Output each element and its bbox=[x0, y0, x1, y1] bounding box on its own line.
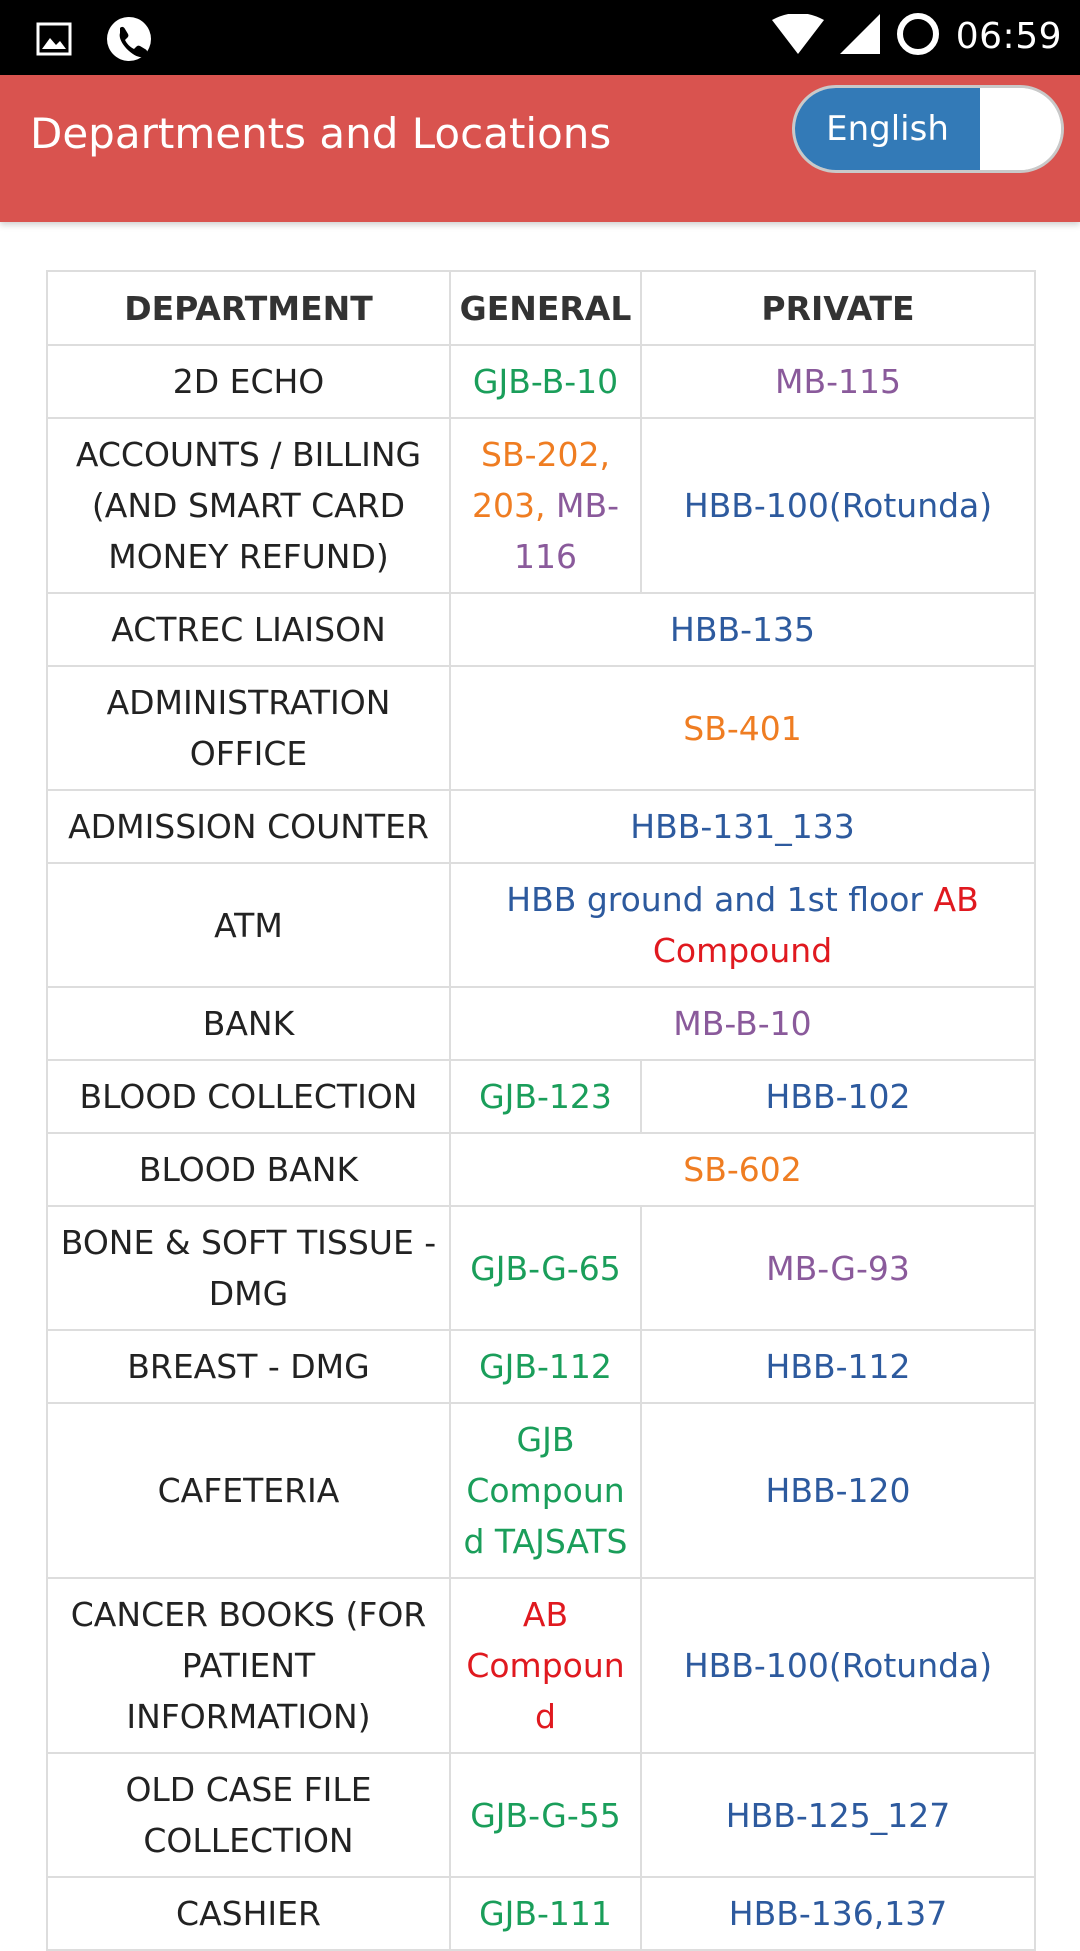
header-department: DEPARTMENT bbox=[47, 271, 450, 345]
table-row bbox=[47, 1578, 1035, 1753]
general-cell: AB Compound bbox=[450, 1578, 641, 1753]
wifi-icon bbox=[772, 14, 824, 58]
location-cell: SB-602 bbox=[450, 1133, 1035, 1206]
general-cell: GJB-B-10 bbox=[450, 345, 641, 418]
department-cell: ACCOUNTS / BILLING (AND SMART CARD MONEY REFUND) bbox=[47, 418, 450, 593]
department-cell: ATM bbox=[47, 863, 450, 987]
department-cell: ADMINISTRATION OFFICE bbox=[47, 666, 450, 790]
department-cell: BLOOD BANK bbox=[47, 1133, 450, 1206]
location-cell: HBB-131_133 bbox=[450, 790, 1035, 863]
table-row bbox=[47, 790, 1035, 863]
toggle-knob[interactable] bbox=[980, 88, 1061, 170]
private-cell: MB-G-93 bbox=[641, 1206, 1035, 1330]
table-row bbox=[47, 345, 1035, 418]
table-row bbox=[47, 1133, 1035, 1206]
general-cell: GJB-G-55 bbox=[450, 1753, 641, 1877]
clock: 06:59 bbox=[955, 15, 1062, 57]
header-private: PRIVATE bbox=[641, 271, 1035, 345]
private-cell: MB-115 bbox=[641, 345, 1035, 418]
language-toggle[interactable] bbox=[792, 85, 1064, 173]
table-row bbox=[47, 1877, 1035, 1950]
table-row bbox=[47, 593, 1035, 666]
department-cell: 2D ECHO bbox=[47, 345, 450, 418]
location-part: AB Compound bbox=[652, 880, 979, 970]
table-row bbox=[47, 987, 1035, 1060]
table-header-row bbox=[47, 271, 1035, 345]
table-row bbox=[47, 863, 1035, 987]
general-location: MB-116 bbox=[514, 486, 619, 576]
location-part: HBB ground and 1st floor bbox=[506, 880, 924, 919]
location-cell: SB-401 bbox=[450, 666, 1035, 790]
private-cell: HBB-120 bbox=[641, 1403, 1035, 1578]
private-cell: HBB-100(Rotunda) bbox=[641, 418, 1035, 593]
general-cell: GJB-123 bbox=[450, 1060, 641, 1133]
department-cell: CASHIER bbox=[47, 1877, 450, 1950]
private-cell: HBB-125_127 bbox=[641, 1753, 1035, 1877]
general-location: SB-202, 203, bbox=[471, 435, 610, 525]
departments-table bbox=[46, 270, 1036, 1951]
sync-icon bbox=[896, 12, 940, 60]
department-cell: OLD CASE FILE COLLECTION bbox=[47, 1753, 450, 1877]
private-cell: HBB-102 bbox=[641, 1060, 1035, 1133]
department-cell: BANK bbox=[47, 987, 450, 1060]
department-cell: ADMISSION COUNTER bbox=[47, 790, 450, 863]
table-row bbox=[47, 418, 1035, 593]
general-cell: GJB-G-65 bbox=[450, 1206, 641, 1330]
private-cell: HBB-100(Rotunda) bbox=[641, 1578, 1035, 1753]
table-row bbox=[47, 1060, 1035, 1133]
department-cell: CANCER BOOKS (FOR PATIENT INFORMATION) bbox=[47, 1578, 450, 1753]
table-row bbox=[47, 1403, 1035, 1578]
table-row bbox=[47, 1753, 1035, 1877]
departments-table-container bbox=[46, 270, 1034, 1951]
status-bar bbox=[0, 0, 1080, 75]
app-header bbox=[0, 75, 1080, 222]
location-cell bbox=[450, 863, 1035, 987]
general-cell bbox=[450, 418, 641, 593]
page-title: Departments and Locations bbox=[30, 109, 612, 158]
general-cell: GJB-112 bbox=[450, 1330, 641, 1403]
department-cell: BONE & SOFT TISSUE - DMG bbox=[47, 1206, 450, 1330]
table-row bbox=[47, 1206, 1035, 1330]
signal-icon bbox=[840, 14, 880, 58]
image-icon bbox=[36, 22, 72, 60]
general-cell: GJB Compound TAJSATS bbox=[450, 1403, 641, 1578]
language-label: English bbox=[795, 88, 980, 170]
table-row bbox=[47, 666, 1035, 790]
private-cell: HBB-112 bbox=[641, 1330, 1035, 1403]
department-cell: ACTREC LIAISON bbox=[47, 593, 450, 666]
department-cell: BLOOD COLLECTION bbox=[47, 1060, 450, 1133]
general-cell: GJB-111 bbox=[450, 1877, 641, 1950]
phone-icon bbox=[106, 16, 152, 66]
header-general: GENERAL bbox=[450, 271, 641, 345]
table-row bbox=[47, 1330, 1035, 1403]
private-cell: HBB-136,137 bbox=[641, 1877, 1035, 1950]
department-cell: CAFETERIA bbox=[47, 1403, 450, 1578]
location-cell: HBB-135 bbox=[450, 593, 1035, 666]
location-cell: MB-B-10 bbox=[450, 987, 1035, 1060]
department-cell: BREAST - DMG bbox=[47, 1330, 450, 1403]
